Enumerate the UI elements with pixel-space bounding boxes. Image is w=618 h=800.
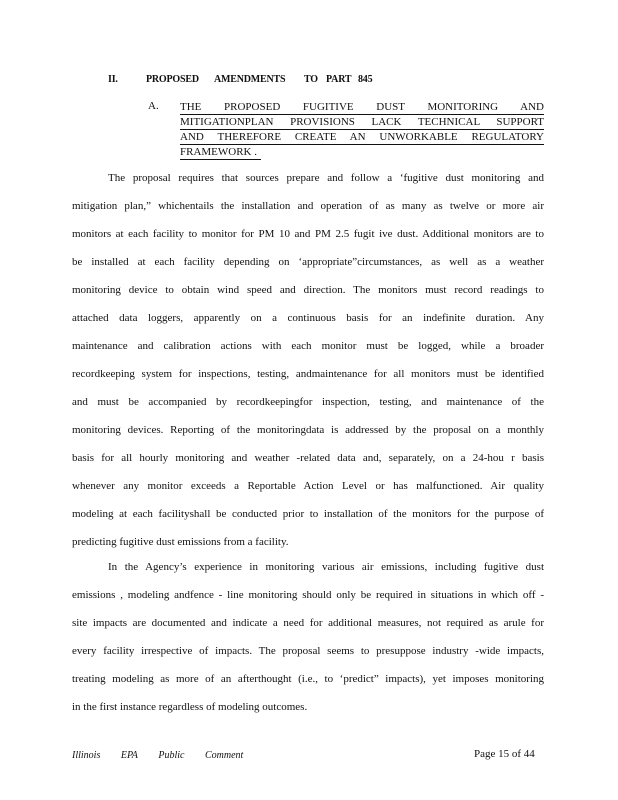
- text-line: predicting fugitive dust emissions from a facility.: [72, 536, 289, 548]
- text-line: site impacts are documented and indicate a need for additional measures, not required as arule for: [72, 617, 544, 629]
- text-line: whenever any monitor exceeds a Reportable Action Level or has malfunctioned. Air quality: [72, 480, 544, 492]
- text-line: In the Agency’s experience in monitoring various air emissions, including fugitive dust: [108, 561, 544, 573]
- subsection-title-line: THE PROPOSED FUGITIVE DUST MONITORING AND: [180, 101, 544, 113]
- text-line: The proposal requires that sources prepare and follow a ‘fugitive dust monitoring and: [108, 172, 544, 184]
- text-line: attached data loggers, apparently on a continuous basis for an indefinite duration. Any: [72, 312, 544, 324]
- text-line: emissions , modeling andfence - line monitoring should only be required in situations in which off -: [72, 589, 544, 601]
- section-number: II.: [108, 74, 118, 85]
- text-line: treating modeling as more of an afterthought (i.e., to ‘predict” impacts), yet imposes monitoring: [72, 673, 544, 685]
- section-title-word: PART: [326, 74, 352, 85]
- subsection-title-line: FRAMEWORK .: [180, 145, 261, 160]
- text-line: monitoring devices. Reporting of the monitoringdata is addressed by the proposal on a monthly: [72, 424, 544, 436]
- footer-word: EPA: [120, 750, 138, 761]
- subsection-letter: A.: [148, 100, 159, 112]
- text-line: modeling at each facilityshall be conducted prior to installation of the monitors for the purpose of: [72, 508, 544, 520]
- text-line: recordkeeping system for inspections, testing, andmaintenance for all monitors must be identified: [72, 368, 544, 380]
- footer-left: [72, 750, 261, 761]
- text-line: monitors at each facility to monitor for PM 10 and PM 2.5 fugit ive dust. Additional monitors are to: [72, 228, 544, 240]
- section-title-word: TO: [304, 74, 318, 85]
- section-title-word: AMENDMENTS: [214, 74, 286, 85]
- footer-word: Public: [158, 750, 185, 761]
- text-line: maintenance and calibration actions with each monitor must be logged, while a broader: [72, 340, 544, 352]
- text-line: monitoring device to obtain wind speed and direction. The monitors must record readings to: [72, 284, 544, 296]
- section-title-word: PROPOSED: [146, 74, 199, 85]
- subsection-title-line: MITIGATIONPLAN PROVISIONS LACK TECHNICAL SUPPORT: [180, 116, 544, 128]
- section-title-word: 845: [358, 74, 373, 85]
- text-line: be installed at each facility depending on ‘appropriate”circumstances, as well as a weather: [72, 256, 544, 268]
- footer-word: Comment: [205, 750, 244, 761]
- subsection-title: [180, 100, 544, 163]
- text-line: mitigation plan,” whichentails the installation and operation of as many as twelve or more air: [72, 200, 544, 212]
- page-number: Page 15 of 44: [474, 748, 535, 760]
- text-line: in the first instance regardless of modeling outcomes.: [72, 701, 308, 713]
- text-line: and must be accompanied by recordkeepingfor inspection, testing, and maintenance of the: [72, 396, 544, 408]
- text-line: basis for all hourly monitoring and weather -related data and, separately, on a 24-hou r basis: [72, 452, 544, 464]
- subsection-title-line: AND THEREFORE CREATE AN UNWORKABLE REGULATORY: [180, 131, 544, 143]
- footer-word: Illinois: [72, 750, 101, 761]
- text-line: every facility irrespective of impacts. The proposal seems to presuppose industry -wide impacts,: [72, 645, 544, 657]
